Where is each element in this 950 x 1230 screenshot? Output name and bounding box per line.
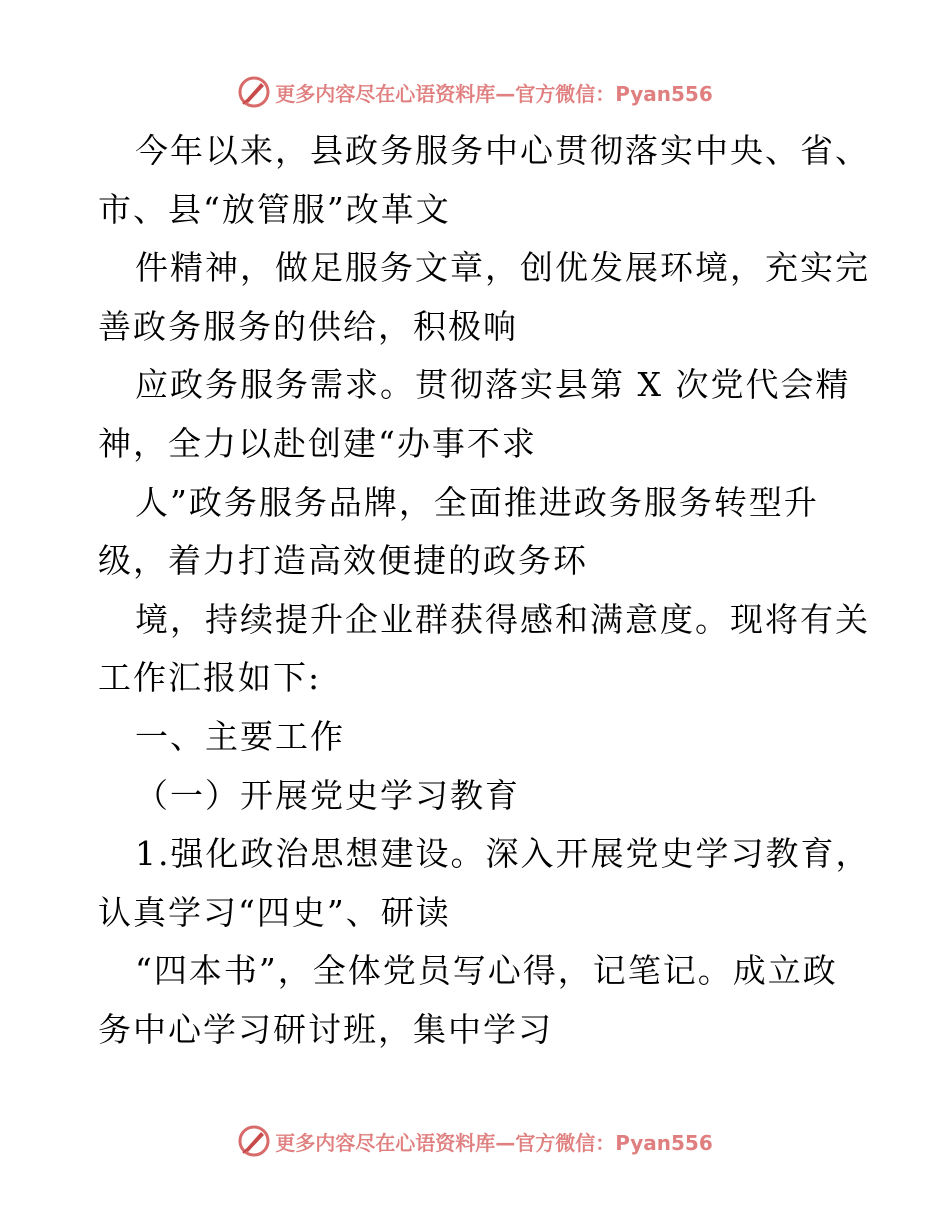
watermark-text: 更多内容尽在心语资料库—官方微信：Pyan556 bbox=[275, 1130, 713, 1155]
watermark-text: 更多内容尽在心语资料库—官方微信：Pyan556 bbox=[275, 81, 713, 106]
paragraph-line: 今年以来，县政务服务中心贯彻落实中央、省、 bbox=[135, 131, 870, 170]
section-heading: 一、主要工作 bbox=[135, 716, 345, 756]
paragraph-line: 工作汇报如下: bbox=[98, 658, 322, 698]
paragraph-line: 认真学习“四史”、研读 bbox=[98, 892, 451, 932]
document-body bbox=[98, 122, 871, 1060]
header-watermark bbox=[0, 72, 950, 112]
paragraph-line: “四本书”，全体党员写心得，记笔记。成立政 bbox=[135, 951, 838, 991]
paragraph-line: 1.强化政治思想建设。深入开展党史学习教育， bbox=[135, 834, 871, 874]
paragraph-line: 人”政务服务品牌，全面推进政务服务转型升 bbox=[135, 482, 819, 522]
paragraph-line: 应政务服务需求。贯彻落实县第 X 次党代会精 bbox=[135, 365, 851, 405]
paragraph-line: 神，全力以赴创建“办事不求 bbox=[98, 423, 537, 463]
subsection-heading: （一）开展党史学习教育 bbox=[135, 775, 520, 815]
paragraph-line: 市、县“放管服”改革文 bbox=[98, 189, 451, 229]
paragraph-line: 境，持续提升企业群获得感和满意度。现将有关 bbox=[135, 599, 870, 639]
quill-logo-icon bbox=[237, 1124, 271, 1158]
paragraph-line: 善政务服务的供给，积极响 bbox=[98, 306, 518, 346]
paragraph-line: 务中心学习研讨班，集中学习 bbox=[98, 1009, 553, 1049]
paragraph-line: 级，着力打造高效便捷的政务环 bbox=[98, 541, 588, 581]
footer-watermark bbox=[0, 1121, 950, 1161]
paragraph-line: 件精神，做足服务文章，创优发展环境，充实完 bbox=[135, 248, 870, 288]
quill-logo-icon bbox=[237, 75, 271, 109]
